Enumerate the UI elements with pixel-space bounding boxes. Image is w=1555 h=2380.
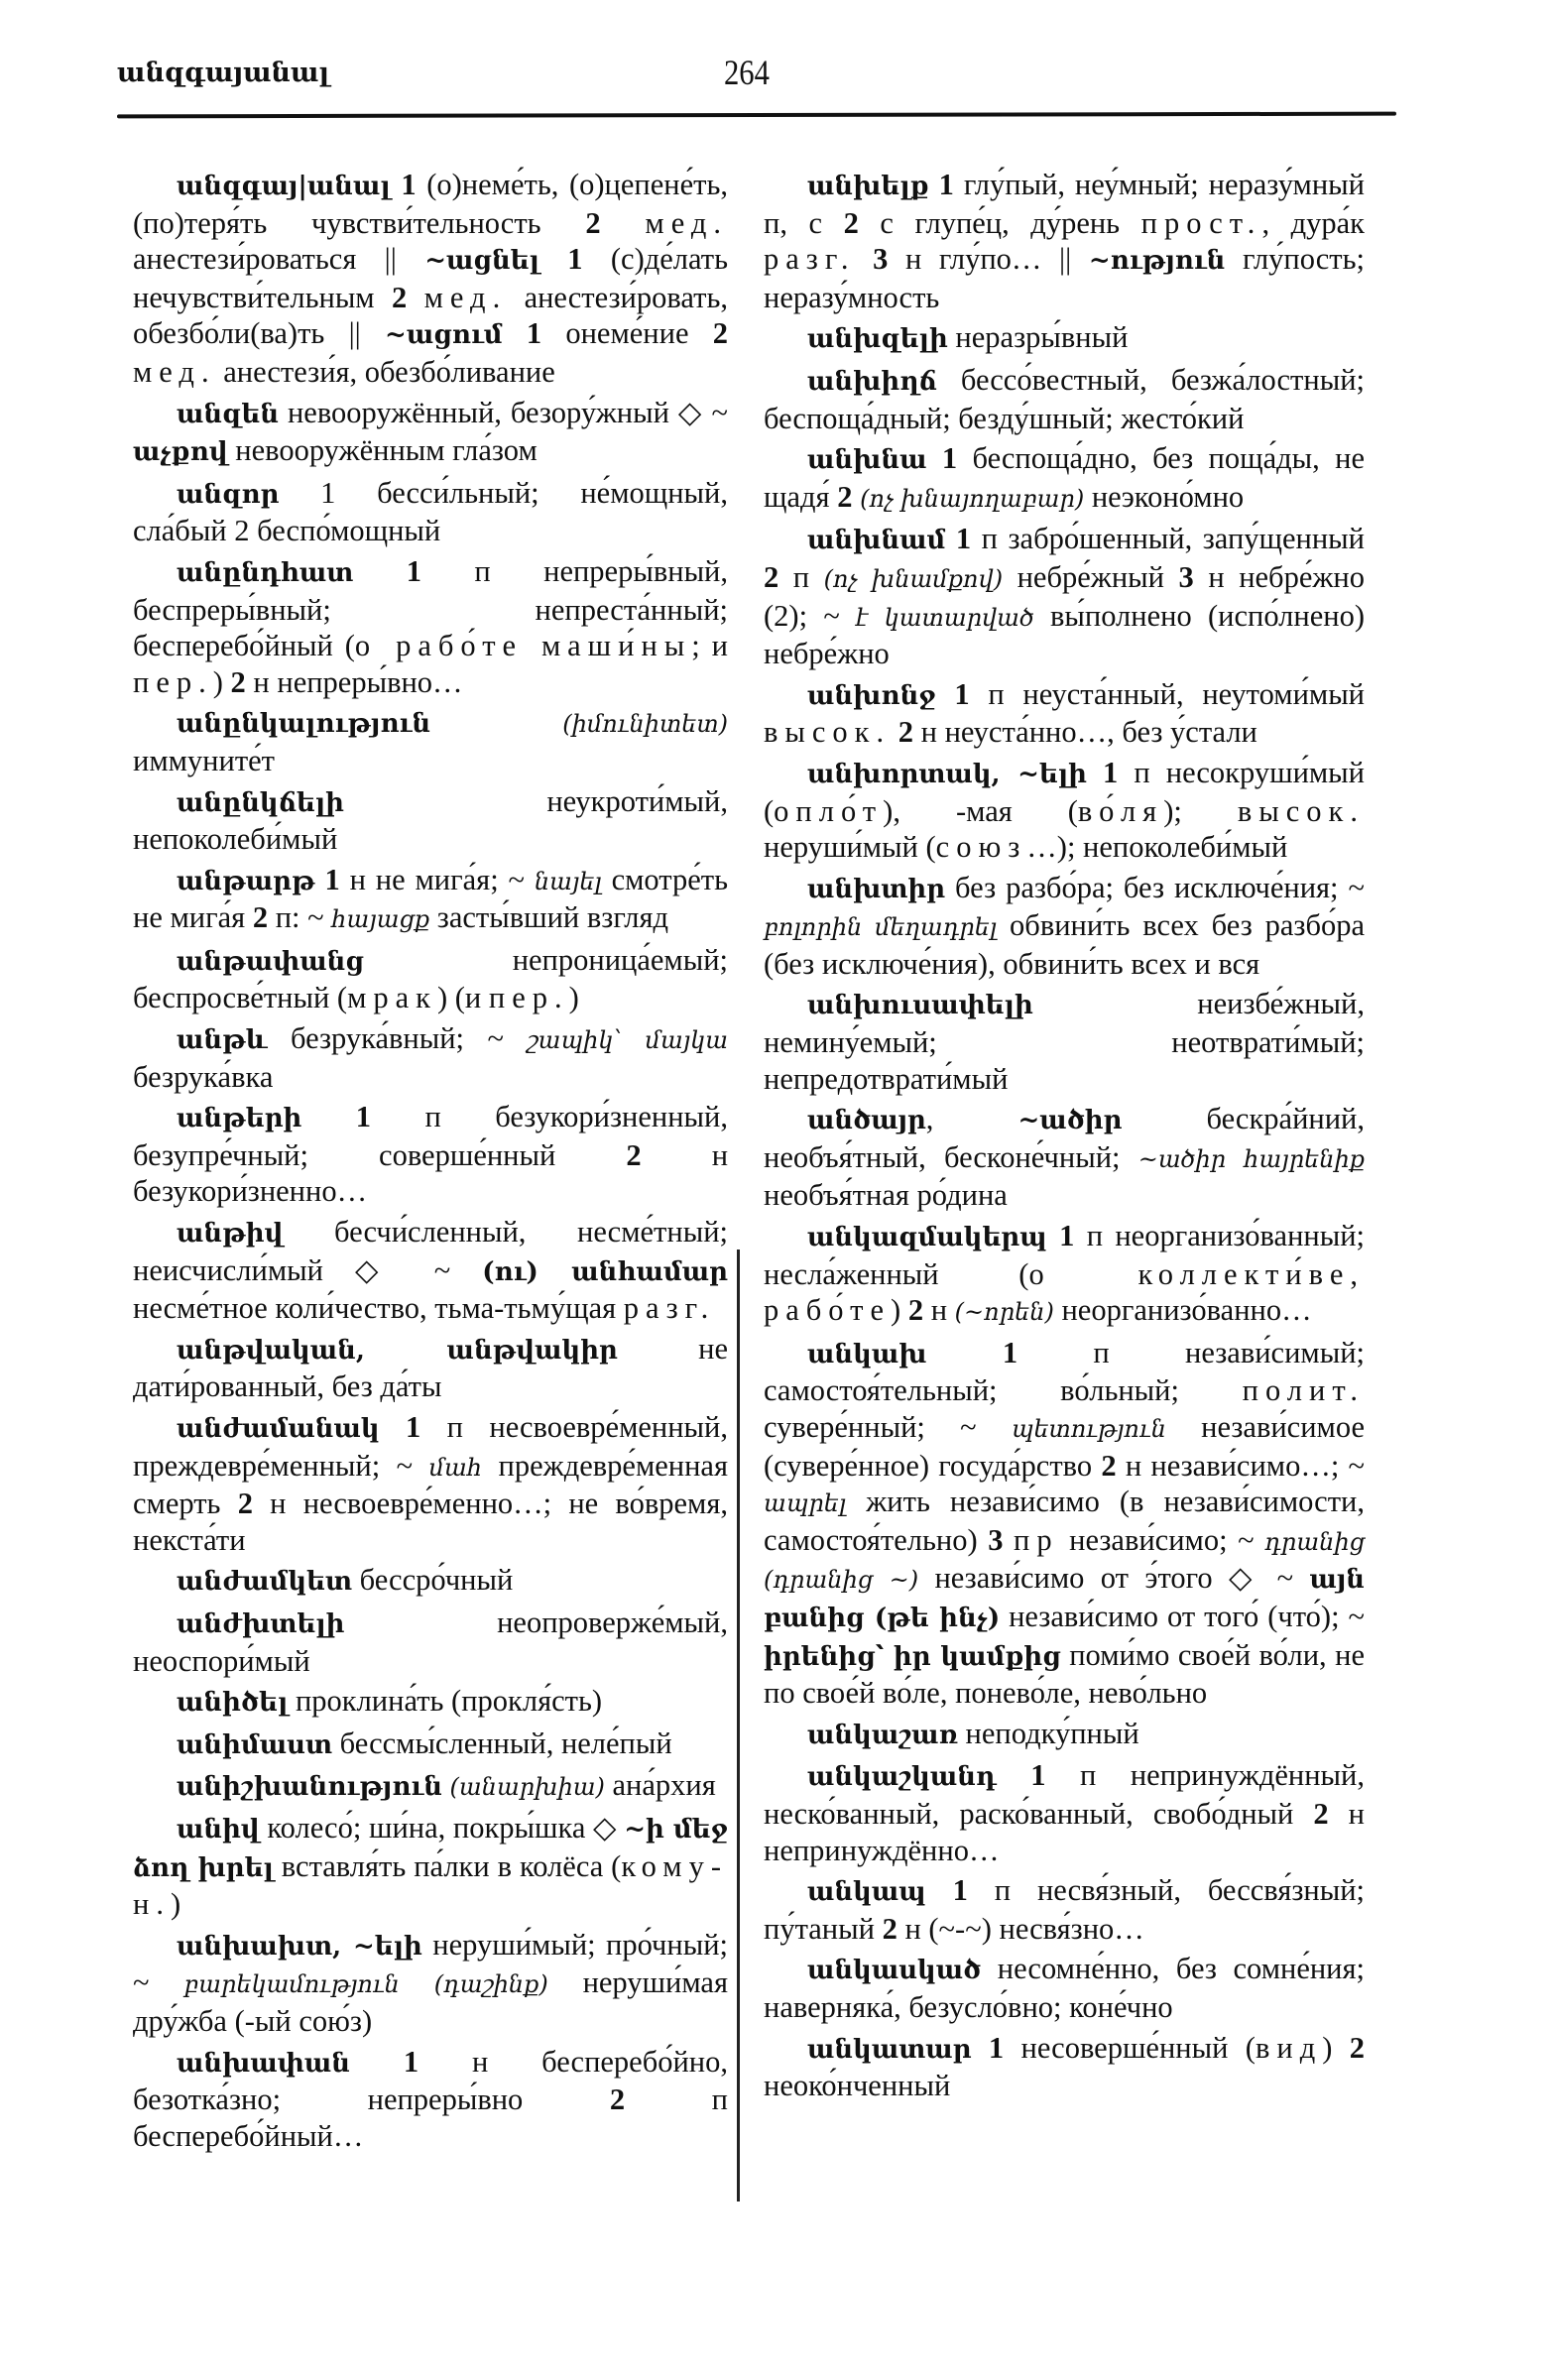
translation-text: несомне́нно, без сомне́ния; наверняка́, безусло́вно; коне́чно — [764, 1952, 1365, 2024]
headword: անխախտ, ~ելի — [177, 1931, 422, 1962]
usage-label: пр — [1014, 1522, 1059, 1557]
dictionary-entry — [133, 1767, 728, 1806]
sense-number: 1 — [390, 168, 427, 201]
translation-text: п: ~ — [275, 900, 332, 935]
translation-text: преждевре́менная смерть — [133, 1448, 728, 1521]
headword: անկատար — [807, 2034, 972, 2065]
headword: անթվական, անթվակիր — [177, 1335, 618, 1366]
armenian-example: դրանից (դրանից ~) — [764, 1527, 1365, 1595]
dictionary-entry — [133, 553, 728, 700]
headword: ~ացում — [385, 320, 503, 351]
dictionary-entry — [764, 521, 1365, 671]
header-rule — [117, 112, 1396, 119]
headword: անընդհատ — [177, 557, 354, 588]
sense-number: 1 — [926, 441, 973, 476]
headword: անկաշառ — [807, 1720, 958, 1750]
usage-label: высок. — [764, 715, 892, 750]
dictionary-entry — [764, 2030, 1365, 2104]
translation-text: незави́симо от э́того ◇ ~ — [918, 1561, 1310, 1596]
translation-text: , — [925, 1102, 1018, 1136]
headword: անիմաստ — [177, 1729, 333, 1760]
dictionary-entry — [764, 1335, 1365, 1712]
translation-text: ) (и — [436, 981, 489, 1015]
dictionary-entry — [764, 1872, 1365, 1947]
usage-label: союз — [935, 830, 1027, 865]
translation-text: н незави́симо…; ~ — [1125, 1448, 1366, 1483]
translation-text: незави́симо от того́ (что́); ~ — [1000, 1599, 1365, 1633]
translation-text: н несвоевре́менно…; не во́время, некста́ти — [133, 1487, 729, 1557]
translation-text: п непреры́вный, беспреры́вный; непреста́нный; бесперебо́йный ( — [133, 553, 729, 663]
translation-text: беспоща́дно, без поща́ды, не щадя́ — [764, 441, 1365, 514]
dictionary-entry — [764, 1757, 1365, 1868]
headword: անթիվ — [177, 1219, 284, 1250]
translation-text: несме́тное коли́чество, тьма-тьму́щая — [133, 1291, 624, 1326]
dictionary-entry — [133, 1409, 728, 1558]
translation-text: необъя́тная ро́дина — [764, 1178, 1008, 1213]
headword: անխտիր — [807, 874, 946, 904]
sense-number: 1 — [935, 676, 989, 711]
headword: անթերի — [177, 1104, 302, 1134]
dictionary-entry — [133, 1683, 728, 1722]
translation-text: неопроверже́мый, неоспори́мый — [133, 1605, 728, 1678]
usage-label: мрак — [347, 981, 437, 1015]
sense-number: 2 — [891, 715, 921, 750]
sense-number: 2 — [609, 2082, 712, 2117]
headword: անժամանակ — [177, 1414, 380, 1444]
translation-text: сувере́нный; ~ — [764, 1410, 1012, 1444]
translation-text: глу́пый, неу́мный; неразу́мный п, с — [764, 168, 1365, 240]
translation-text: ), -мая ( — [883, 793, 1078, 828]
translation-text: анестези́ровать, обезбо́ли(ва)ть || — [133, 280, 728, 351]
dictionary-entry — [764, 676, 1365, 751]
dictionary-entry — [133, 704, 728, 778]
translation-text: …); непоколеби́мый — [1026, 830, 1288, 865]
sense-number: 1 — [314, 862, 350, 896]
bold-phrase: (ու) անհամար — [482, 1256, 728, 1287]
usage-label: вид — [1255, 2030, 1323, 2065]
dictionary-entry — [133, 1726, 728, 1764]
headword: ~ացնել — [424, 246, 539, 277]
headword: անկազմակերպ — [807, 1223, 1047, 1253]
sense-number: 1 — [353, 553, 475, 588]
translation-text: бессмы́сленный, неле́пый — [332, 1726, 672, 1760]
translation-text: н не мига́я; ~ — [349, 862, 535, 896]
dictionary-entry — [764, 1218, 1365, 1331]
headword: անթարթ — [177, 866, 315, 896]
page-number: 264 — [724, 53, 770, 92]
dictionary-entry — [133, 1927, 728, 2040]
page-header — [117, 53, 1394, 119]
armenian-example: բարեկամություն (դաշինք) — [183, 1970, 548, 1999]
translation-text: п несвоевре́менный, преждевре́менный; ~ — [133, 1410, 728, 1483]
translation-text: н безукори́зненно… — [133, 1137, 729, 1209]
headword: անթափանց — [177, 946, 364, 977]
dictionary-entry — [133, 2044, 728, 2155]
translation-text: п несокруши́мый ( — [764, 755, 1366, 828]
armenian-example: նայել — [534, 867, 602, 895]
sense-number: 1 — [1087, 755, 1135, 789]
sense-number: 2 — [1349, 2030, 1365, 2065]
usage-label: пер. — [488, 981, 569, 1015]
headword: անկախ — [807, 1339, 927, 1369]
usage-label: мед. — [133, 354, 216, 389]
translation-text: ) — [568, 981, 579, 1015]
translation-text — [442, 1768, 450, 1802]
translation-text: н бесперебо́йно, безотка́зно; непреры́вно — [133, 2044, 728, 2117]
translation-text: несоверше́нный ( — [1020, 2030, 1256, 2065]
headword: ~ածիր — [1017, 1106, 1123, 1136]
translation-text: бесчи́сленный, несме́тный; неисчисли́мый ◇ ~ — [133, 1215, 728, 1287]
dictionary-entry — [764, 167, 1365, 315]
armenian-example: հայացք — [331, 905, 430, 934]
translation-text: колесо́; ши́на, покры́шка ◇ — [259, 1810, 625, 1844]
translation-text: бессо́вестный, безжа́лостный; беспоща́дный; безду́шный; жесто́кий — [764, 362, 1365, 435]
dictionary-entry — [133, 942, 728, 1016]
headword: աչքով — [133, 437, 228, 468]
dictionary-entry — [764, 755, 1365, 866]
translation-text: анестези́я, обезбо́ливание — [215, 354, 555, 389]
translation-text — [430, 705, 562, 739]
dictionary-entry — [133, 1562, 728, 1601]
sense-number: 3 — [855, 242, 905, 277]
translation-text: незави́симое (сувере́нное) госуда́рство — [764, 1410, 1365, 1483]
armenian-example: է կատարված — [856, 603, 1034, 632]
sense-number: 1 — [379, 1410, 447, 1444]
translation-text: н неуста́нно…, без у́стали — [920, 715, 1257, 750]
dictionary-entry — [133, 1214, 728, 1327]
sense-number: 2 — [230, 664, 254, 699]
headword: անխափան — [177, 2048, 350, 2079]
sense-number: 2 — [712, 316, 728, 351]
dictionary-entry — [764, 1716, 1365, 1754]
translation-text: онеме́ние — [565, 316, 713, 351]
dictionary-entry — [764, 319, 1365, 358]
translation-text: глу́пость; неразу́мность — [764, 242, 1365, 314]
sense-number: 1 — [996, 1758, 1081, 1793]
sense-number: 1 — [1046, 1219, 1087, 1253]
sense-number: 2 — [626, 1137, 712, 1172]
right-column — [764, 167, 1365, 2108]
translation-text: п незави́симый; самостоя́тельный; во́льный; — [764, 1335, 1366, 1408]
translation-text: (о)неме́ть, (о)цепене́ть, (по)теря́ть чувстви́тельность — [133, 168, 728, 240]
sense-number: 2 — [237, 1487, 271, 1521]
headword: անընկճելի — [177, 787, 344, 818]
translation-text: п — [792, 559, 824, 594]
armenian-example: (իմունիտետ) — [562, 710, 728, 739]
translation-text: п забро́шенный, запу́щенный — [981, 522, 1365, 556]
armenian-example: (ոչ խնայողաբար) — [860, 484, 1085, 513]
translation-text: вставля́ть па́лки в колёса ( — [273, 1848, 622, 1883]
headword: անիծել — [177, 1688, 289, 1719]
translation-text: 1 бесси́льный; не́мощный, сла́бый 2 беспо́мощный — [133, 475, 728, 548]
headword: անխիղճ — [807, 366, 937, 397]
sense-number: 2 — [907, 1293, 931, 1328]
headword: անիշխանություն — [177, 1772, 442, 1803]
sense-number: 2 — [837, 479, 861, 514]
sense-number: 1 — [945, 522, 982, 556]
translation-text: безрука́вка — [133, 1059, 274, 1094]
dictionary-entry — [764, 986, 1365, 1097]
headword: անխելք — [807, 172, 929, 201]
running-head: անզգայանալ — [117, 58, 330, 88]
dictionary-entry — [133, 1605, 728, 1679]
headword: անզեն — [177, 399, 280, 429]
column-divider — [737, 1250, 740, 2202]
dictionary-entry — [133, 475, 728, 549]
headword: անխուսափելի — [807, 991, 1033, 1021]
translation-text: неэконо́мно — [1084, 479, 1245, 514]
translation-text: ана́рхия — [604, 1768, 716, 1803]
translation-text: проклина́ть (прокля́сть) — [288, 1684, 603, 1719]
translation-text: н небре́жно (2); ~ — [764, 559, 1366, 633]
translation-text: неруши́мый; про́чный; ~ — [133, 1927, 728, 2000]
translation-text: неразры́вный — [947, 320, 1129, 355]
usage-label: полит. — [1242, 1373, 1365, 1408]
dictionary-entry — [133, 167, 728, 391]
translation-text: (с)де́лать нечувстви́тельным — [133, 242, 728, 314]
sense-number: 1 — [971, 2030, 1021, 2065]
sense-number: 1 — [301, 1100, 425, 1134]
sense-number: 2 — [764, 559, 793, 594]
headword: անխոնջ — [807, 680, 936, 711]
translation-text: н непринуждённо… — [764, 1796, 1365, 1867]
dictionary-entry — [133, 395, 728, 471]
translation-text: ) — [1322, 2030, 1350, 2065]
translation-text: н глу́по… || — [905, 242, 1089, 277]
translation-text: невооружённый, безору́жный ◇ ~ — [279, 395, 728, 429]
headword: անխնամ — [807, 526, 946, 556]
translation-text: смотре́ть не мига́я — [133, 862, 729, 935]
dictionary-entry — [133, 1020, 728, 1095]
translation-text: анестези́роваться || — [133, 242, 425, 277]
sense-number: 2 — [882, 1911, 905, 1946]
translation-text: неорганизо́ванно… — [1053, 1293, 1312, 1328]
translation-text: н непреры́вно… — [253, 664, 463, 699]
dictionary-entry — [133, 1331, 728, 1405]
translation-text: ); — [1163, 793, 1238, 828]
dictionary-entry — [764, 1101, 1365, 1214]
armenian-example: պետություն — [1011, 1415, 1166, 1443]
headword: անթև — [177, 1025, 268, 1056]
sense-number: 1 — [538, 242, 611, 277]
translation-text: незави́симо; ~ — [1058, 1522, 1265, 1557]
translation-text: п неорганизо́ванный; несла́женный ( — [764, 1219, 1365, 1291]
translation-text: н (~-~) несвя́зно… — [904, 1911, 1144, 1946]
translation-text: п неуста́нный, неутоми́мый — [988, 676, 1366, 711]
armenian-example: շապիկ՝ մայկա — [527, 1026, 729, 1055]
headword: անծայր — [807, 1106, 926, 1136]
translation-text: неоко́нченный — [764, 2069, 951, 2103]
sense-number: 1 — [349, 2044, 472, 2079]
translation-text: не дати́рованный, без да́ты — [133, 1331, 728, 1404]
translation-text: обвини́ть всех без разбо́ра (без исключе́ния), обвини́ть всех и вся — [764, 908, 1365, 981]
sense-number: 2 — [1313, 1796, 1349, 1831]
usage-label: кому-н. — [133, 1848, 728, 1922]
translation-text: ; и — [691, 629, 728, 663]
headword: այն բանից (թե ինչ) — [764, 1565, 1365, 1633]
translation-text: н — [930, 1293, 955, 1328]
translation-text: ) — [170, 1887, 181, 1922]
sense-number: 2 — [585, 205, 646, 240]
translation-text: неизбе́жный, немину́емый; неотврати́мый; непредотврати́мый — [764, 987, 1365, 1096]
headword: ~ություն — [1088, 246, 1226, 277]
translation-text: неподку́пный — [957, 1716, 1139, 1750]
sense-number: 2 — [391, 280, 424, 314]
dictionary-entry — [133, 783, 728, 858]
headword: իրենից՝ իր կամքից — [764, 1641, 1061, 1672]
usage-label: о коллекти́ве, рабо́те — [764, 1256, 1365, 1328]
translation-text: поми́мо свое́й во́ли, не по свое́й во́ле, понево́ле, нево́льно — [764, 1637, 1365, 1711]
usage-label: во́ля — [1077, 793, 1164, 828]
armenian-example: ապրել — [764, 1489, 847, 1518]
headword: անկաշկանդ — [807, 1762, 997, 1793]
usage-label: высок. — [1237, 793, 1365, 828]
translation-text: п бесперебо́йный… — [133, 2082, 728, 2153]
headword: անընկալություն — [177, 709, 431, 740]
usage-label: мед. — [645, 205, 728, 240]
sense-number: 3 — [1178, 559, 1209, 594]
headword: անժխտելի — [177, 1608, 345, 1639]
translation-text: без разбо́ра; без исключе́ния; ~ — [945, 870, 1365, 904]
translation-text: бесcро́чный — [352, 1563, 514, 1598]
sense-number: 2 — [1101, 1448, 1126, 1483]
translation-text: неруши́мая дру́жба (-ый сою́з) — [133, 1965, 728, 2038]
dictionary-entry — [764, 870, 1365, 983]
armenian-example: (~որեն) — [954, 1298, 1054, 1327]
translation-text: небре́жный — [1003, 559, 1179, 594]
translation-text: безрука́вный; ~ — [267, 1021, 528, 1056]
armenian-example: բոլորին մեղադրել — [764, 913, 998, 942]
translation-text: засты́вший взгляд — [429, 900, 669, 935]
translation-text: вы́полнено (испо́лнено) небре́жно — [764, 598, 1365, 671]
usage-label: пер. — [133, 664, 213, 699]
dictionary-entry — [764, 440, 1365, 517]
translation-text: п безукори́зненный, безупре́чный; соверше́нный — [133, 1100, 728, 1172]
headword: անխնա — [807, 445, 927, 476]
translation-text: , дура́к — [1261, 205, 1365, 240]
armenian-example: (անարխիա) — [449, 1773, 605, 1802]
dictionary-entry — [133, 1099, 728, 1210]
headword: անկապ — [807, 1877, 926, 1908]
translation-text: невооружённым гла́зом — [227, 433, 538, 468]
translation-text: жить незави́симо (в незави́симости, самостоя́тельно) — [764, 1485, 1365, 1557]
dictionary-entry — [133, 1810, 728, 1923]
sense-number: 1 — [502, 316, 566, 351]
headword: անժամկետ — [177, 1567, 352, 1598]
sense-number: 2 — [252, 900, 276, 935]
translation-text: неукроти́мый, непоколеби́мый — [133, 783, 728, 857]
sense-number: 1 — [928, 168, 964, 201]
translation-text: иммуните́т — [133, 743, 276, 777]
sense-number: 2 — [843, 205, 881, 240]
translation-text: ) — [212, 664, 231, 699]
headword: անխորտակ, ~ելի — [807, 759, 1087, 789]
sense-number: 1 — [925, 1873, 995, 1908]
armenian-example: մահ — [428, 1453, 483, 1482]
usage-label: о рабо́те маши́ны — [354, 629, 692, 663]
usage-label: мед. — [423, 280, 508, 314]
translation-text: ) — [891, 1293, 908, 1328]
headword: անկասկած — [807, 1956, 982, 1986]
usage-label: разг. — [623, 1291, 716, 1326]
headword: ~ի մեջ ձող խրել — [133, 1814, 728, 1883]
sense-number: 3 — [988, 1522, 1015, 1557]
translation-text: п несвя́зный, бессвя́зный; пу́таный — [764, 1873, 1365, 1946]
sense-number: 1 — [926, 1335, 1094, 1369]
armenian-example: ~ածիր հայրենիք — [1137, 1144, 1365, 1173]
headword: անզոր — [177, 479, 280, 510]
translation-text: неруши́мый ( — [764, 830, 936, 865]
usage-label: опло́т — [774, 793, 884, 828]
usage-label: разг. — [764, 242, 856, 277]
dictionary-entry — [764, 1951, 1365, 2025]
armenian-example: (ոչ խնամքով) — [823, 564, 1004, 593]
dictionary-entry — [133, 862, 728, 938]
dictionary-entry — [764, 362, 1365, 436]
translation-text: с глупе́ц, ду́рень — [880, 205, 1141, 240]
usage-label: прост. — [1140, 205, 1262, 240]
translation-text: бескра́йний, необъя́тный, бесконе́чный; — [764, 1102, 1365, 1174]
headword: անզգայ|անալ — [177, 172, 391, 201]
translation-text: непроница́емый; беспросве́тный ( — [133, 942, 728, 1015]
left-column — [133, 167, 728, 2158]
headword: անխզելի — [807, 324, 948, 355]
translation-text: п непринуждённый, неско́ванный, раско́ванный, свобо́дный — [764, 1758, 1365, 1831]
headword: անիվ — [177, 1814, 260, 1844]
